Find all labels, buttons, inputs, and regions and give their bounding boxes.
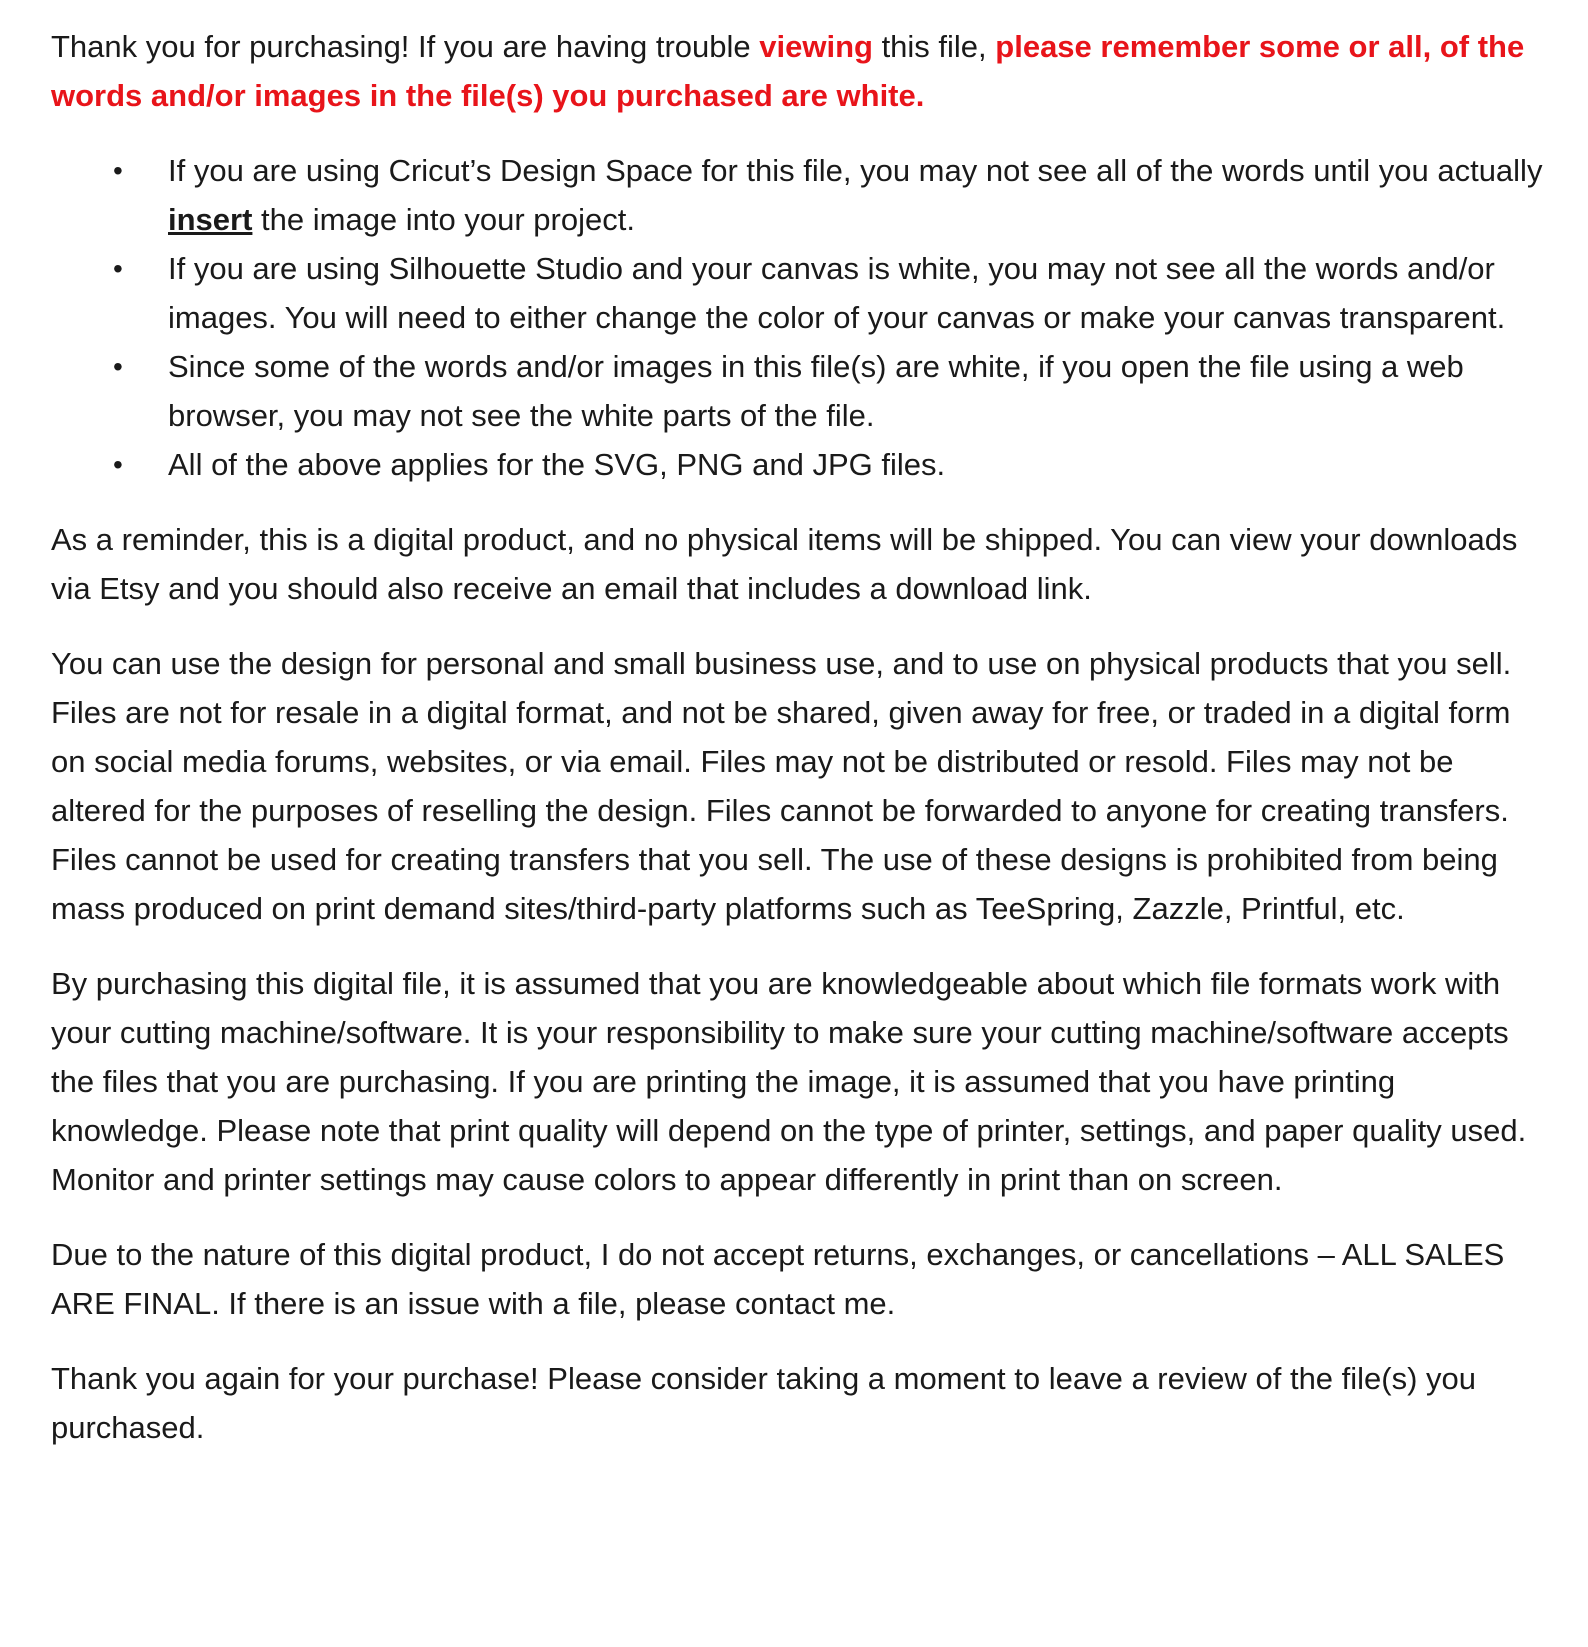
bullet-filetypes-text: All of the above applies for the SVG, PNG and JPG files. xyxy=(168,447,946,482)
bullet-list xyxy=(51,146,1548,489)
intro-white-warning: please remember some or all, of the words and/or images in the file(s) you purchased are white. xyxy=(51,29,1525,113)
bullet-item-filetypes xyxy=(51,440,1548,489)
reminder-paragraph: As a reminder, this is a digital product, and no physical items will be shipped. You can view your downloads via Etsy and you should also receive an email that includes a download link. xyxy=(51,522,1518,606)
bullet-item-cricut xyxy=(51,146,1548,244)
bullet-dot-icon: • xyxy=(113,155,123,186)
thanks-paragraph: Thank you again for your purchase! Please consider taking a moment to leave a review of the file(s) you purchased. xyxy=(51,1361,1477,1445)
intro-text-2: this file, xyxy=(872,29,996,64)
intro-paragraph xyxy=(51,22,1548,120)
bullet-dot-icon: • xyxy=(113,449,123,480)
bullet-browser-text: Since some of the words and/or images in this file(s) are white, if you open the file using a web browser, you may not see the white parts of the file. xyxy=(168,349,1464,433)
bullet-cricut-text-1: If you are using Cricut’s Design Space for this file, you may not see all of the words until you actually xyxy=(168,153,1543,188)
bullet-dot-icon: • xyxy=(113,351,123,382)
usage-paragraph: You can use the design for personal and small business use, and to use on physical products that you sell. Files are not for resale in a digital format, and not be shared, given away for free, or traded in a digital form on social media forums, websites, or via email. Files may not be distributed or resold. Files may not be altered for the purposes of reselling the design. Files cannot be forwarded to anyone for creating transfers. Files cannot be used for creating transfers that you sell. The use of these designs is prohibited from being mass produced on print demand sites/third-party platforms such as TeeSpring, Zazzle, Printful, etc. xyxy=(51,646,1512,926)
intro-text-1: Thank you for purchasing! If you are having trouble xyxy=(51,29,760,64)
bullet-silhouette-text: If you are using Silhouette Studio and your canvas is white, you may not see all the words and/or images. You will need to either change the color of your canvas or make your canvas transparent. xyxy=(168,251,1506,335)
bullet-item-silhouette xyxy=(51,244,1548,342)
bullet-item-browser xyxy=(51,342,1548,440)
insert-emphasis: insert xyxy=(168,202,253,237)
bullet-cricut-text-2: the image into your project. xyxy=(252,202,635,237)
bullet-dot-icon: • xyxy=(113,253,123,284)
knowledge-paragraph: By purchasing this digital file, it is assumed that you are knowledgeable about which file formats work with your cutting machine/software. It is your responsibility to make sure your cutting machine/software accepts the files that you are purchasing. If you are printing the image, it is assumed that you have printing knowledge. Please note that print quality will depend on the type of printer, settings, and paper quality used. Monitor and printer settings may cause colors to appear differently in print than on screen. xyxy=(51,966,1527,1197)
returns-paragraph: Due to the nature of this digital product, I do not accept returns, exchanges, or cancellations – ALL SALES ARE FINAL. If there is an issue with a file, please contact me. xyxy=(51,1237,1505,1321)
intro-viewing-highlight: viewing xyxy=(759,29,873,64)
